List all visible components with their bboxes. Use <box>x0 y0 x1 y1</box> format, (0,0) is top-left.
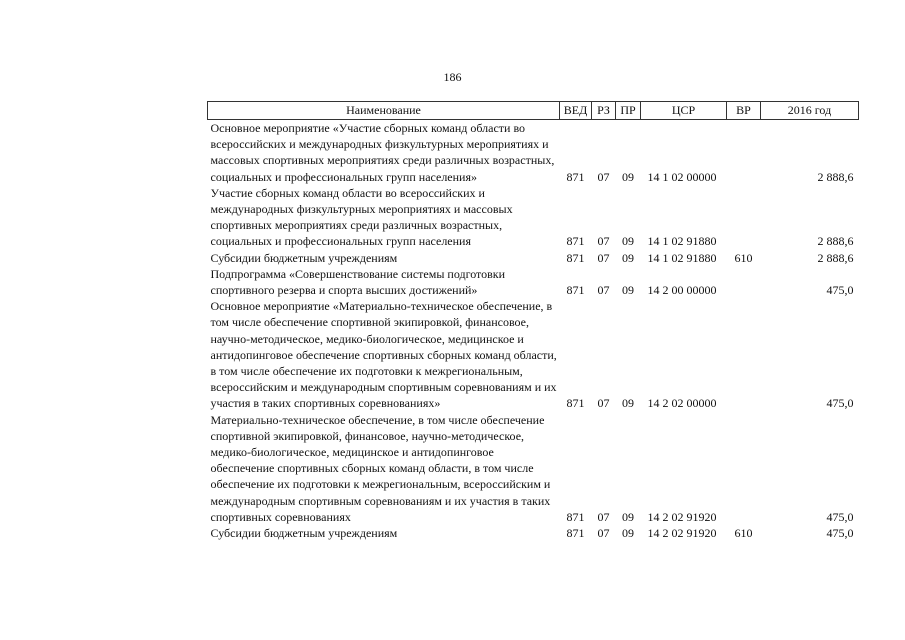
table-row <box>208 266 859 298</box>
row-rz: 07 <box>597 234 610 249</box>
row-csr: 14 2 00 00000 <box>647 283 717 298</box>
header-csr: ЦСР <box>641 102 727 120</box>
table-row <box>208 525 859 541</box>
row-ved: 871 <box>566 509 585 524</box>
row-rz: 07 <box>597 283 610 298</box>
row-name: Подпрограмма «Совершенствование системы подготовки спортивного резерва и спорта высших достижений» <box>210 266 506 298</box>
row-ved: 871 <box>566 234 585 249</box>
row-amount: 475,0 <box>826 396 854 411</box>
row-name: Основное мероприятие «Участие сборных команд области во всероссийских и международных физкультурных мероприятиях и массовых спортивных мероприятиях среди различных возрастных, социальных и профессиональных групп населения» <box>210 121 555 184</box>
budget-table <box>207 101 859 541</box>
row-vr <box>727 120 761 185</box>
table-row <box>208 298 859 411</box>
row-csr: 14 2 02 91920 <box>647 509 717 524</box>
header-year: 2016 год <box>761 102 859 120</box>
row-amount: 475,0 <box>826 509 854 524</box>
table-row <box>208 185 859 250</box>
row-name: Основное мероприятие «Материально-техническое обеспечение, в том числе обеспечение спортивной экипировкой, финансовое, научно-методическое, медико-биологическое, медицинское и антидопинговое обеспечение спортивных сборных команд области, в том числе обеспечение их подготовки к межрегиональным, всероссийским и международным спортивным соревнованиям и их участия в таких спортивных соревнованиях» <box>210 299 557 411</box>
table-row <box>208 120 859 185</box>
row-pr: 09 <box>622 526 634 541</box>
table-body <box>208 120 859 542</box>
row-amount: 475,0 <box>826 283 854 298</box>
header-vr: ВР <box>727 102 761 120</box>
row-vr: 610 <box>734 250 753 265</box>
row-vr <box>727 185 761 250</box>
row-name: Субсидии бюджетным учреждениям <box>210 250 398 265</box>
row-amount: 2 888,6 <box>817 169 854 184</box>
row-vr <box>727 412 761 525</box>
row-rz: 07 <box>597 396 610 411</box>
row-csr: 14 2 02 91920 <box>647 526 717 541</box>
row-ved: 871 <box>566 526 585 541</box>
row-rz: 07 <box>597 509 610 524</box>
row-rz: 07 <box>597 169 610 184</box>
row-csr: 14 1 02 00000 <box>647 169 717 184</box>
row-ved: 871 <box>566 283 585 298</box>
row-vr <box>727 266 761 298</box>
row-csr: 14 1 02 91880 <box>647 250 717 265</box>
row-pr: 09 <box>622 396 634 411</box>
row-pr: 09 <box>622 234 634 249</box>
row-csr: 14 1 02 91880 <box>647 234 717 249</box>
row-vr <box>727 298 761 411</box>
table-header <box>208 102 859 120</box>
row-pr: 09 <box>622 169 634 184</box>
row-amount: 475,0 <box>826 526 854 541</box>
page-number: 186 <box>443 70 462 84</box>
row-ved: 871 <box>566 396 585 411</box>
row-pr: 09 <box>622 283 634 298</box>
table-row <box>208 412 859 525</box>
row-pr: 09 <box>622 509 634 524</box>
row-amount: 2 888,6 <box>817 234 854 249</box>
row-rz: 07 <box>597 526 610 541</box>
row-pr: 09 <box>622 250 634 265</box>
header-ved: ВЕД <box>560 102 592 120</box>
row-name: Участие сборных команд области во всероссийских и международных физкультурных мероприятиях и массовых спортивных мероприятиях среди различных возрастных, социальных и профессиональных групп населения <box>210 185 513 249</box>
row-name: Субсидии бюджетным учреждениям <box>210 526 398 541</box>
row-amount: 2 888,6 <box>817 250 854 265</box>
row-rz: 07 <box>597 250 610 265</box>
header-name: Наименование <box>208 102 560 120</box>
row-vr: 610 <box>734 526 753 541</box>
row-ved: 871 <box>566 169 585 184</box>
row-csr: 14 2 02 00000 <box>647 396 717 411</box>
table-row <box>208 250 859 266</box>
row-ved: 871 <box>566 250 585 265</box>
row-name: Материально-техническое обеспечение, в том числе обеспечение спортивной экипировкой, финансовое, научно-методическое, медико-биологическое, медицинское и антидопинговое обеспечение спортивных сборных команд области, в том числе обеспечение их подготовки к межрегиональным, всероссийским и международным спортивным соревнованиям и их участия в таких спортивных соревнованиях <box>210 412 551 524</box>
header-rz: РЗ <box>592 102 616 120</box>
header-pr: ПР <box>616 102 641 120</box>
